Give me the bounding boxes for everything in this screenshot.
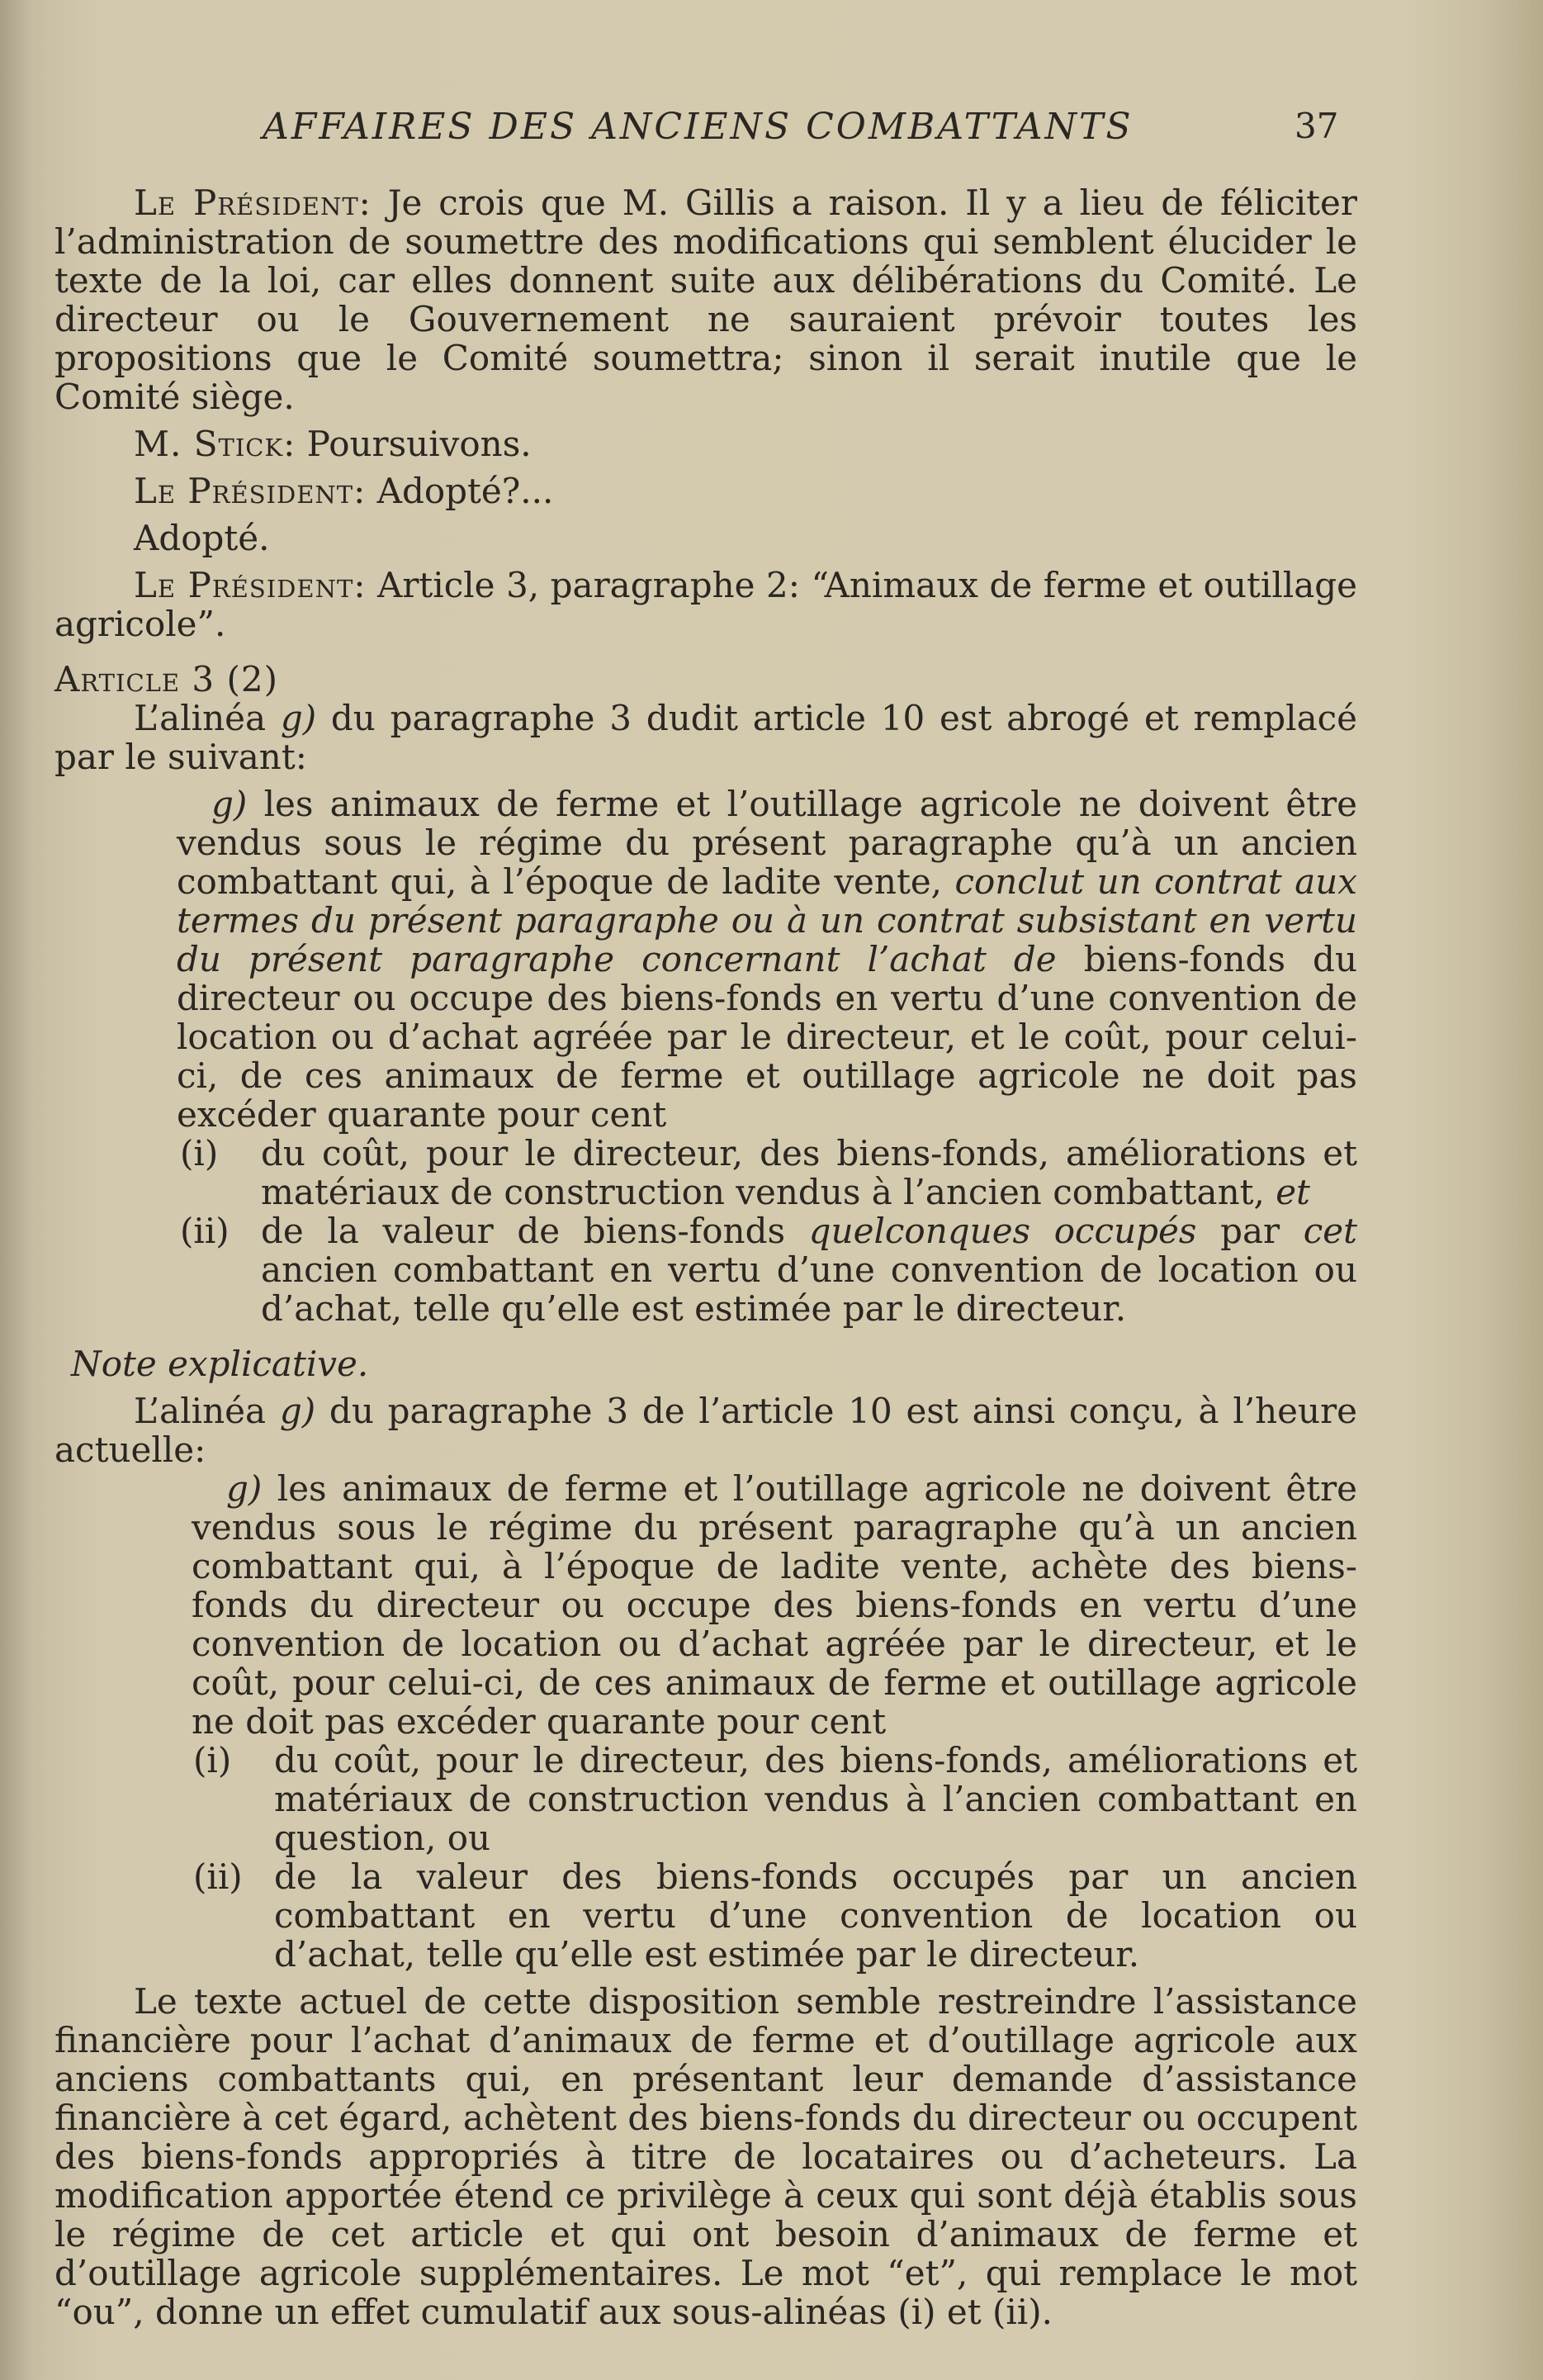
new-subclause-ii (180, 1211, 1357, 1328)
article-intro-letter: g) (280, 698, 317, 738)
subclause-text-c: ancien combattant en vertu d’une convention de location ou d’achat, telle qu’elle est estimée par le directeur. (261, 1249, 1357, 1329)
note-heading-text: Note explicative. (71, 1344, 369, 1384)
clause-label: g) (226, 1468, 263, 1509)
page-header (0, 106, 1543, 155)
speech-text: Article 3, paragraphe 2: “Animaux de ferme et outillage agricole”. (54, 565, 1357, 644)
paragraph-stick (54, 424, 1357, 463)
article-intro-text-2: du paragraphe 3 dudit article 10 est abrogé et remplacé par le suivant: (54, 698, 1357, 777)
note-intro-text-2: du paragraphe 3 de l’article 10 est ainsi conçu, à l’heure actuelle: (54, 1391, 1357, 1470)
article-intro (54, 699, 1357, 776)
subclause-italic-2: cet (1303, 1211, 1357, 1251)
subclause-text-b: par (1196, 1211, 1304, 1251)
speech-text: Poursuivons. (296, 424, 532, 464)
subclause-text (261, 1134, 1357, 1211)
paragraph-president-3 (54, 566, 1357, 643)
speaker-name: Le Président: (134, 471, 367, 511)
paragraph-president-1 (54, 183, 1357, 416)
subclause-text (261, 1211, 1357, 1328)
old-subclause-i (193, 1741, 1357, 1857)
speaker-name: Le Président: (134, 565, 367, 605)
clause-lead (192, 1468, 262, 1509)
subclause-text-a: de la valeur de biens-fonds (261, 1211, 809, 1251)
new-clause-g (177, 785, 1357, 1134)
subclause-italic: et (1276, 1172, 1310, 1212)
note-heading (54, 1344, 1357, 1383)
article-intro-text: L’alinéa (134, 698, 281, 738)
final-paragraph: Le texte actuel de cette disposition semble restreindre l’assistance financière pour l’achat d’animaux de ferme et d’outillage agricole aux anciens combattants qui, en présentant leur demande d’assistance financière à cet égard, achètent des biens-fonds du directeur ou occupent des biens-fonds appropriés à titre de locataires ou d’acheteurs. La modification apportée étend ce privilège à ceux qui sont déjà établis sous le régime de cet article et qui ont besoin d’animaux de ferme et d’outillage agricole supplémentaires. Le mot “et”, qui remplace le mot “ou”, donne un effet cumulatif aux sous-alinéas (i) et (ii). (54, 1981, 1357, 2332)
clause-label: g) (211, 784, 248, 824)
subclause-number: (ii) (180, 1211, 230, 1251)
clause-text: les animaux de ferme et l’outillage agricole ne doivent être vendus sous le régime du présent paragraphe qu’à un ancien combattant qui, à l’époque de ladite vente, achète des biens-fonds du directeur ou occupe des biens-fonds en vertu d’une convention de location ou d’achat agréée par le directeur, et le coût, pour celui-ci, de ces animaux de ferme et outillage agricole ne doit pas excéder quarante pour cent (192, 1468, 1357, 1742)
speaker-name: Le Président: (134, 183, 372, 223)
page-body (54, 183, 1357, 2331)
note-intro (54, 1391, 1357, 1469)
article-heading: Article 3 (2) (54, 659, 278, 699)
subclause-text-a: du coût, pour le directeur, des biens-fonds, améliorations et matériaux de construction vendus à l’ancien combattant, (261, 1133, 1357, 1212)
subclause-italic-1: quelconques occupés (808, 1211, 1197, 1251)
speech-text: Adopté?... (366, 471, 554, 511)
page-number: 37 (1295, 106, 1339, 146)
clause-text-italic: conclut un contrat aux termes du présent paragraphe ou à un contrat subsistant en vertu du présent paragraphe concernant l’achat de (177, 861, 1357, 979)
running-title: AFFAIRES DES ANCIENS COMBATTANTS (263, 106, 1134, 148)
clause-text: les animaux de ferme et l’outillage agricole ne doivent être vendus sous le régime du présent paragraphe qu’à un ancien combattant qui, à l’époque de ladite vente, (177, 784, 1357, 902)
subclause-number: (ii) (193, 1856, 243, 1897)
speaker-name: M. Stick: (134, 424, 296, 464)
subclause-number: (i) (180, 1133, 219, 1173)
clause-lead (177, 784, 247, 824)
paragraph-adopted (54, 519, 1357, 557)
old-clause-g (192, 1469, 1357, 1741)
old-subclause-ii (193, 1857, 1357, 1974)
clause-text-2: biens-fonds du directeur ou occupe des biens-fonds en vertu d’une convention de location ou d’achat agréée par le directeur, et le coût, pour celui-ci, de ces animaux de ferme et outillage agricole ne doit pas excéder quarante pour cent (177, 939, 1357, 1135)
note-intro-text: L’alinéa (134, 1391, 280, 1431)
subclause-text: du coût, pour le directeur, des biens-fonds, améliorations et matériaux de construction vendus à l’ancien combattant en question, ou (274, 1740, 1357, 1858)
subclause-number: (i) (193, 1740, 232, 1780)
new-subclause-i (180, 1134, 1357, 1211)
speech-text: Adopté. (134, 518, 270, 558)
note-intro-letter: g) (279, 1391, 316, 1431)
speech-text: Je crois que M. Gillis a raison. Il y a lieu de féliciter l’administration de soumettre des modifications qui semblent élucider le texte de la loi, car elles donnent suite aux délibérations du Comité. Le directeur ou le Gouvernement ne sauraient prévoir toutes les propositions que le Comité soumettra; sinon il serait inutile que le Comité siège. (54, 183, 1357, 417)
paragraph-president-2 (54, 472, 1357, 510)
subclause-text: de la valeur des biens-fonds occupés par un ancien combattant en vertu d’une convention de location ou d’achat, telle qu’elle est estimée par le directeur. (274, 1856, 1357, 1975)
